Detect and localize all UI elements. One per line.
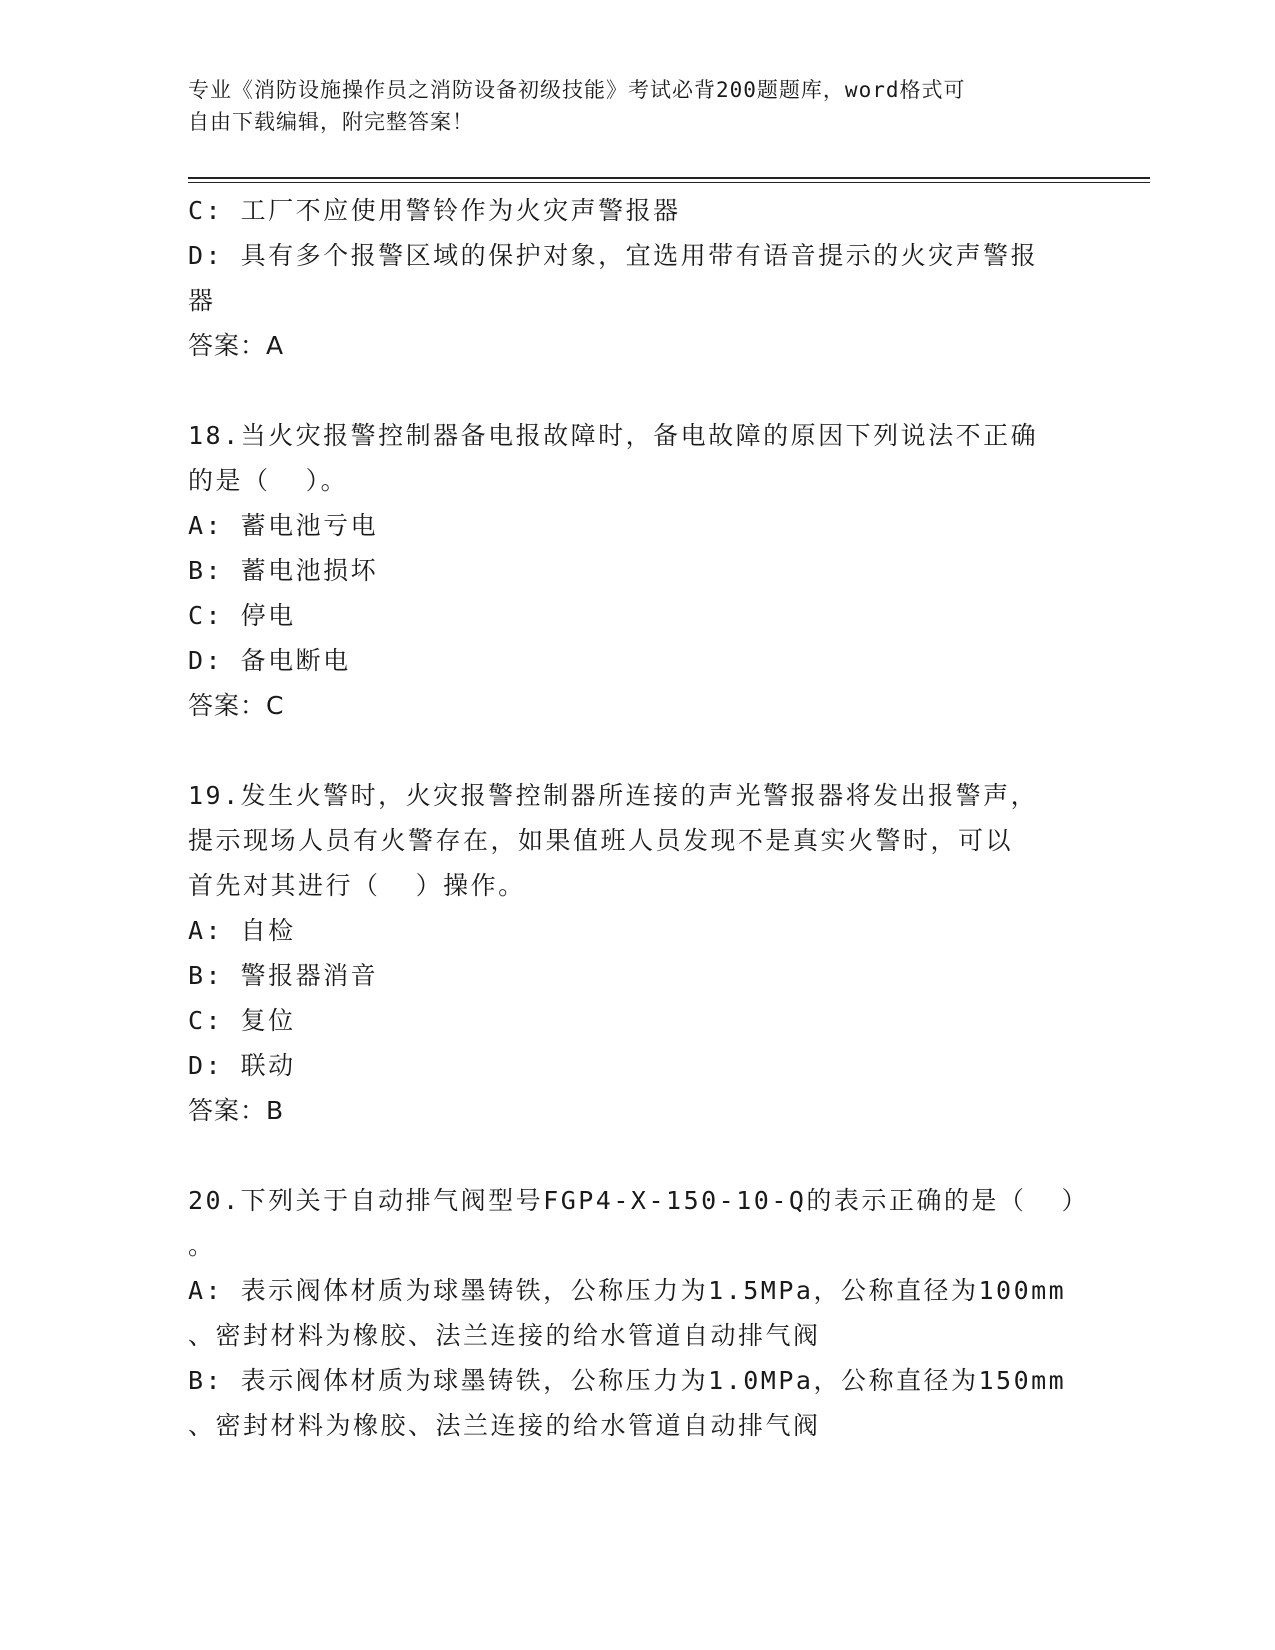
question-stem-continued: 首先对其进行（ ）操作。	[188, 871, 526, 900]
option-c: C: 工厂不应使用警铃作为火灾声警报器	[188, 196, 681, 225]
question-content	[188, 188, 1088, 1448]
option-c: C: 停电	[188, 601, 296, 630]
answer-label: 答案：B	[188, 1096, 285, 1125]
question-20	[188, 1178, 1088, 1448]
answer-label: 答案：C	[188, 691, 285, 720]
option-a-continued: 、密封材料为橡胶、法兰连接的给水管道自动排气阀	[188, 1321, 821, 1350]
spacer	[188, 1133, 1088, 1178]
question-stem-continued: 。	[188, 1231, 216, 1260]
option-a: A: 自检	[188, 916, 296, 945]
option-d: D: 备电断电	[188, 646, 351, 675]
option-b: B: 表示阀体材质为球墨铸铁，公称压力为1.0MPa，公称直径为150mm	[188, 1366, 1067, 1395]
spacer	[188, 368, 1088, 413]
option-d-continued: 器	[188, 286, 216, 315]
answer-label: 答案：A	[188, 331, 285, 360]
option-a: A: 表示阀体材质为球墨铸铁，公称压力为1.5MPa，公称直径为100mm	[188, 1276, 1067, 1305]
header-line-1: 专业《消防设施操作员之消防设备初级技能》考试必背200题题库，word格式可	[188, 78, 966, 102]
question-stem-continued: 提示现场人员有火警存在，如果值班人员发现不是真实火警时，可以	[188, 826, 1014, 855]
option-d: D: 联动	[188, 1051, 296, 1080]
option-c: C: 复位	[188, 1006, 296, 1035]
question-19	[188, 773, 1088, 1133]
option-b: B: 蓄电池损坏	[188, 556, 379, 585]
document-header	[188, 74, 1088, 138]
question-18	[188, 413, 1088, 728]
question-stem: 18.当火灾报警控制器备电报故障时，备电故障的原因下列说法不正确	[188, 421, 1039, 450]
option-b-continued: 、密封材料为橡胶、法兰连接的给水管道自动排气阀	[188, 1411, 821, 1440]
option-a: A: 蓄电池亏电	[188, 511, 379, 540]
question-stem-continued: 的是（ ）。	[188, 466, 349, 495]
option-b: B: 警报器消音	[188, 961, 379, 990]
header-divider-thick	[188, 177, 1150, 179]
header-line-2: 自由下载编辑，附完整答案！	[188, 110, 474, 134]
spacer	[188, 728, 1088, 773]
question-stem: 20.下列关于自动排气阀型号FGP4-X-150-10-Q的表示正确的是（ ）	[188, 1186, 1090, 1215]
option-d: D: 具有多个报警区域的保护对象，宜选用带有语音提示的火灾声警报	[188, 241, 1039, 270]
question-stem: 19.发生火警时，火灾报警控制器所连接的声光警报器将发出报警声，	[188, 781, 1039, 810]
question-17-continued	[188, 188, 1088, 368]
header-divider-thin	[188, 182, 1150, 183]
